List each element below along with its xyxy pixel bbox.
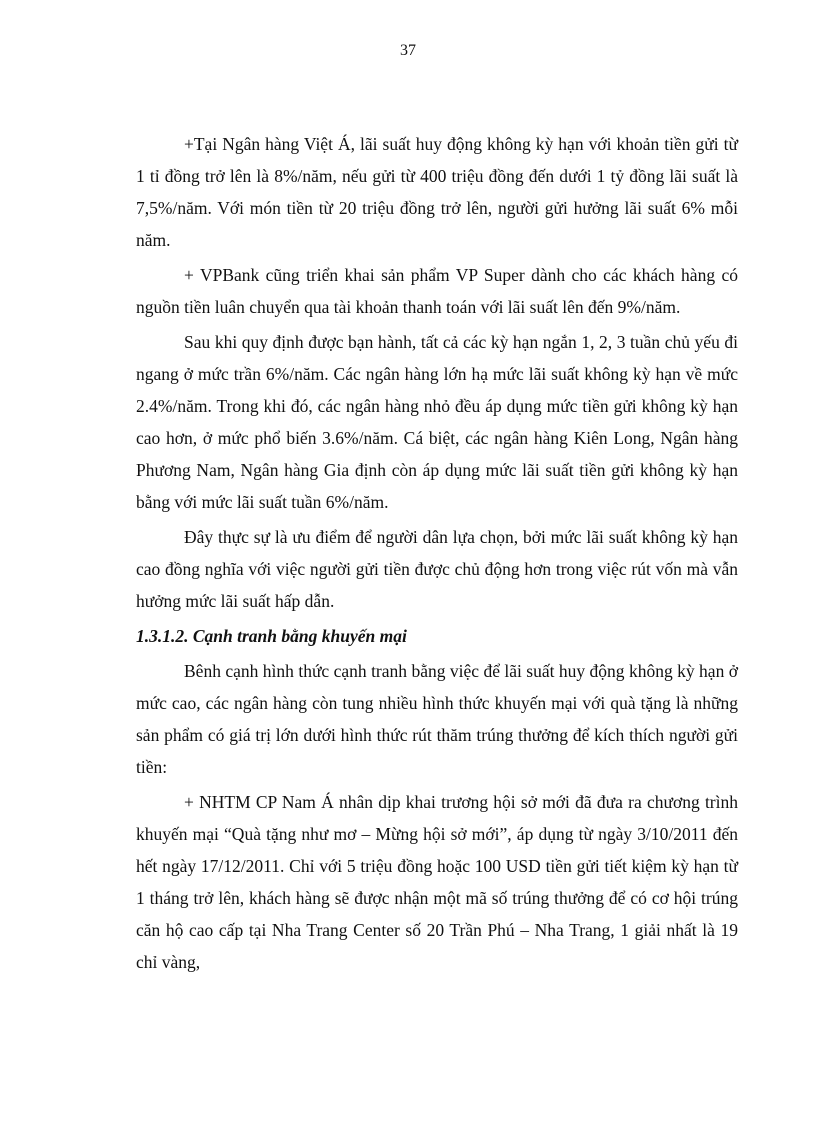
paragraph-vpbank: + VPBank cũng triển khai sản phẩm VP Super dành cho các khách hàng có nguồn tiền luân chuyển qua tài khoản thanh toán với lãi suất lên đến 9%/năm. [136, 265, 738, 317]
section-heading: 1.3.1.2. Cạnh tranh bằng khuyến mại [136, 626, 407, 646]
document-body [136, 128, 738, 981]
paragraph-short-term-rates: Sau khi quy định được bạn hành, tất cả các kỳ hạn ngắn 1, 2, 3 tuần chủ yếu đi ngang ở mức trần 6%/năm. Các ngân hàng lớn hạ mức lãi suất không kỳ hạn về mức 2.4%/năm. Trong khi đó, các ngân hàng nhỏ đều áp dụng mức tiền gửi không kỳ hạn cao hơn, ở mức phổ biến 3.6%/năm. Cá biệt, các ngân hàng Kiên Long, Ngân hàng Phương Nam, Ngân hàng Gia định còn áp dụng mức lãi suất tiền gửi không kỳ hạn bằng với mức lãi suất tuần 6%/năm. [136, 332, 738, 512]
paragraph-viet-a-bank: +Tại Ngân hàng Việt Á, lãi suất huy động không kỳ hạn với khoản tiền gửi từ 1 tỉ đồng trở lên là 8%/năm, nếu gửi từ 400 triệu đồng đến dưới 1 tỷ đồng lãi suất là 7,5%/năm. Với món tiền từ 20 triệu đồng trở lên, người gửi hưởng lãi suất 6% mỗi năm. [136, 134, 738, 250]
paragraph-nam-a-bank: + NHTM CP Nam Á nhân dịp khai trương hội sở mới đã đưa ra chương trình khuyến mại “Quà tặng như mơ – Mừng hội sở mới”, áp dụng từ ngày 3/10/2011 đến hết ngày 17/12/2011. Chỉ với 5 triệu đồng hoặc 100 USD tiền gửi tiết kiệm kỳ hạn từ 1 tháng trở lên, khách hàng sẽ được nhận một mã số trúng thưởng để có cơ hội trúng căn hộ cao cấp tại Nha Trang Center số 20 Trần Phú – Nha Trang, 1 giải nhất là 19 chỉ vàng, [136, 792, 738, 972]
page-number: 37 [400, 42, 416, 59]
paragraph-promotion-intro: Bênh cạnh hình thức cạnh tranh bằng việc để lãi suất huy động không kỳ hạn ở mức cao, các ngân hàng còn tung nhiều hình thức khuyến mại với quà tặng là những sản phẩm có giá trị lớn dưới hình thức rút thăm trúng thưởng để kích thích người gửi tiền: [136, 661, 738, 777]
paragraph-advantage: Đây thực sự là ưu điểm để người dân lựa chọn, bởi mức lãi suất không kỳ hạn cao đồng nghĩa với việc người gửi tiền được chủ động hơn trong việc rút vốn mà vẫn hưởng mức lãi suất hấp dẫn. [136, 527, 738, 611]
